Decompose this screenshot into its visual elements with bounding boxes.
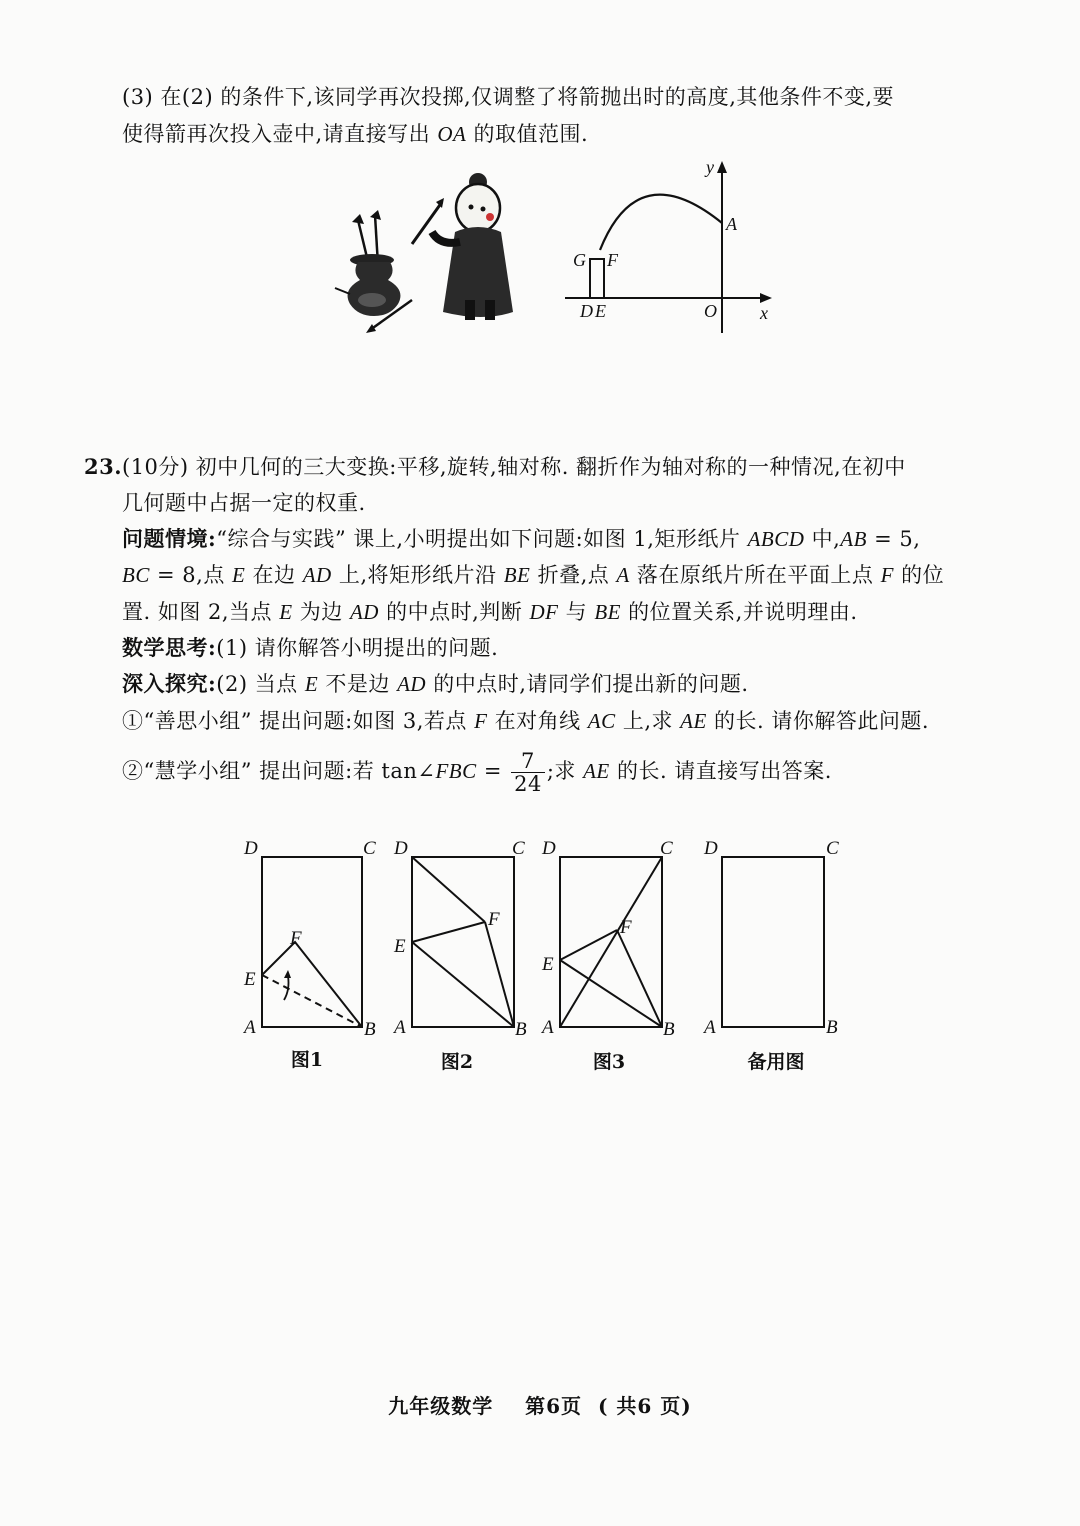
svg-text:F: F: [488, 909, 500, 930]
svg-text:C: C: [826, 838, 839, 859]
svg-text:B: B: [364, 1019, 376, 1040]
figure-2: [392, 838, 527, 1040]
label-F: F: [607, 250, 618, 270]
svg-text:E: E: [394, 936, 406, 957]
fraction-7-24: $\frac{7}{24}$: [511, 750, 545, 795]
svg-text:D: D: [542, 838, 556, 859]
svg-text:A: A: [244, 1017, 256, 1038]
svg-text:A: A: [394, 1017, 406, 1038]
svg-text:E: E: [244, 969, 256, 990]
figure-3: [540, 838, 675, 1040]
svg-text:B: B: [826, 1017, 838, 1038]
q23-line6: 数学思考:(1) 请你解答小明提出的问题.: [122, 635, 499, 660]
svg-text:F: F: [620, 917, 632, 938]
svg-text:C: C: [512, 838, 525, 859]
caption-fig3: 图3: [592, 1051, 626, 1073]
svg-text:A: A: [542, 1017, 554, 1038]
svg-text:B: B: [663, 1019, 675, 1040]
label-G: G: [573, 250, 586, 270]
figure-spare: [702, 838, 839, 1038]
q23-line1: (10分) 初中几何的三大变换:平移,旋转,轴对称. 翻折作为轴对称的一种情况,在初中: [122, 455, 906, 479]
svg-text:D: D: [244, 838, 258, 859]
svg-text:E: E: [542, 954, 554, 975]
page-footer: 九年级数学 第6页 ( 共6 页): [388, 1394, 692, 1418]
label-x: x: [760, 303, 768, 323]
pitch-pot-illustration: [330, 160, 540, 345]
q23-number: 23.: [84, 454, 123, 479]
label-y: y: [706, 157, 714, 177]
svg-text:C: C: [660, 838, 673, 859]
svg-text:D: D: [394, 838, 408, 859]
svg-text:F: F: [290, 928, 302, 949]
svg-text:D: D: [704, 838, 718, 859]
q23-line5: 置. 如图 2,当点 E 为边 AD 的中点时,判断 DF 与 BE 的位置关系,并说明理由.: [122, 600, 858, 624]
parabola-curve: [600, 195, 722, 250]
q23-line8: ①“善思小组” 提出问题:如图 3,若点 F 在对角线 AC 上,求 AE 的长. 请你解答此问题.: [122, 709, 930, 733]
figure-1: [242, 838, 376, 1040]
svg-text:B: B: [515, 1019, 527, 1040]
q23-line7: 深入探究:(2) 当点 E 不是边 AD 的中点时,请同学们提出新的问题.: [122, 671, 749, 696]
caption-spare: 备用图: [747, 1051, 805, 1073]
pot-rect-GFED: [590, 259, 604, 298]
label-O: O: [704, 301, 717, 321]
svg-text:C: C: [363, 838, 376, 859]
q23-line2: 几何题中占据一定的权重.: [122, 491, 366, 515]
label-D: D: [580, 301, 593, 321]
figures-row: [230, 830, 860, 1050]
label-E: E: [595, 301, 606, 321]
svg-text:A: A: [704, 1017, 716, 1038]
q23-line4: BC = 8,点 E 在边 AD 上,将矩形纸片沿 BE 折叠,点 A 落在原纸片所在平面上点 F 的位: [122, 563, 945, 587]
q22-part3-line2: 使得箭再次投入壶中,请直接写出 OA 的取值范围.: [122, 122, 589, 146]
caption-fig1: 图1: [290, 1049, 324, 1071]
parabola-graph: [560, 155, 790, 340]
q23-line3: 问题情境:“综合与实践” 课上,小明提出如下问题:如图 1,矩形纸片 ABCD 中,AB = 5,: [122, 526, 921, 551]
q22-part3-line1: (3) 在(2) 的条件下,该同学再次投掷,仅调整了将箭抛出时的高度,其他条件不变,要: [122, 85, 895, 109]
caption-fig2: 图2: [440, 1051, 474, 1073]
label-A: A: [726, 214, 737, 234]
q23-line9: ②“慧学小组” 提出问题:若 tan∠FBC = $\frac{7}{24}$ ;求 AE 的长. 请直接写出答案.: [122, 749, 832, 796]
